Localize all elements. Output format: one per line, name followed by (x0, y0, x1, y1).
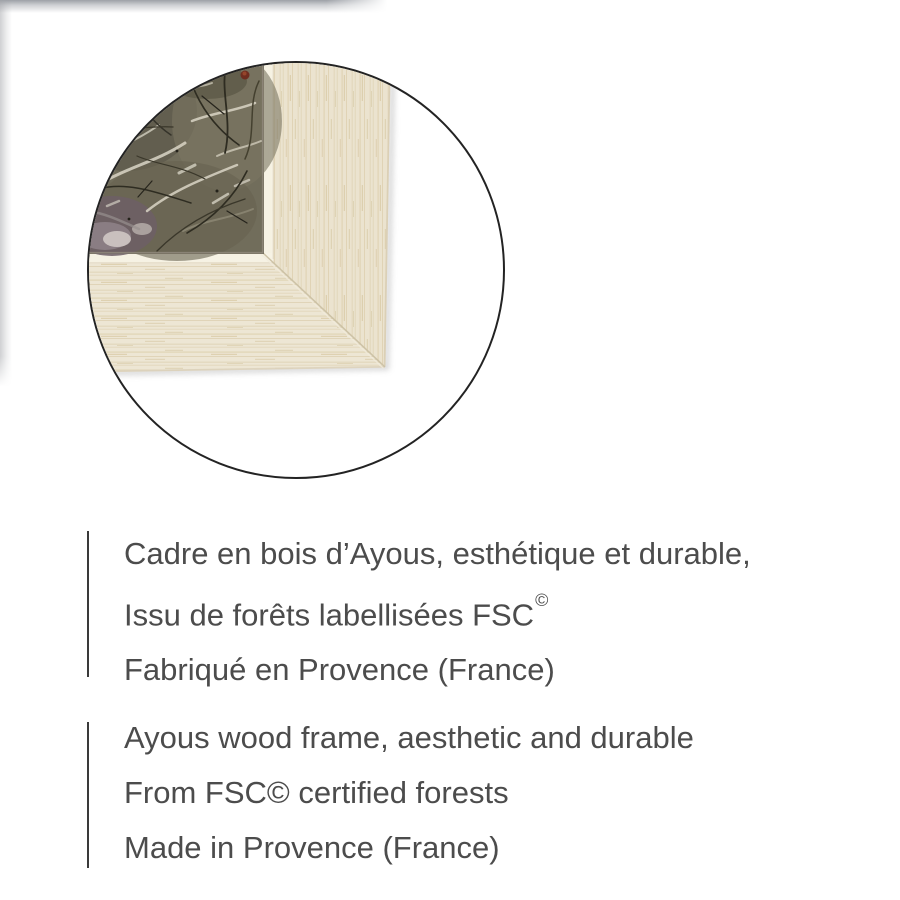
frame-corner-zoom-circle (87, 61, 505, 479)
english-text-divider (87, 722, 89, 868)
text-line-fr-3: Fabriqué en Provence (France) (124, 652, 555, 688)
text-line-fr-2 (124, 581, 751, 642)
text-line-en-1: Ayous wood frame, aesthetic and durable (124, 720, 694, 755)
painting-artwork (89, 63, 282, 261)
description-french (124, 526, 751, 697)
text-line-en-3: Made in Provence (France) (124, 830, 500, 865)
frame-corner-detail-illustration (89, 63, 503, 477)
text-line-en-2: From FSC© certified forests (124, 775, 509, 810)
description-english (124, 710, 694, 875)
french-text-divider (87, 531, 89, 677)
text-line-fr-1: Cadre en bois d’Ayous, esthétique et durable, (124, 536, 751, 571)
fsc-copyright-superscript: © (535, 589, 549, 610)
top-edge-shadow-fade (326, 0, 398, 15)
text-line-fr-2-body: Issu de forêts labellisées FSC (124, 597, 535, 633)
left-edge-shadow-end (0, 350, 10, 380)
left-edge-shadow (0, 0, 12, 386)
